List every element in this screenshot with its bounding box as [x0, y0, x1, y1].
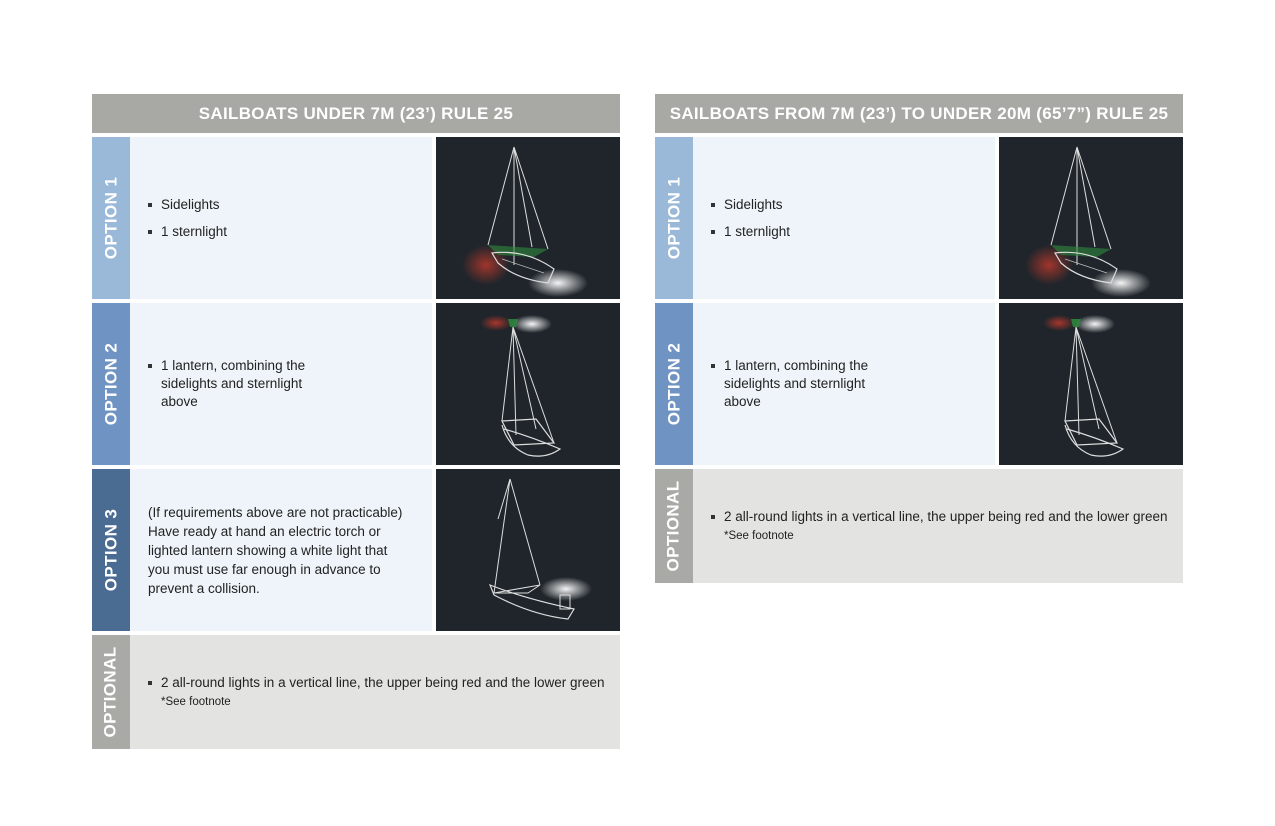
left-option-3-row: [92, 469, 620, 631]
optional-label-tab: [655, 469, 693, 583]
option-label: OPTION 1: [101, 176, 120, 260]
left-table: [92, 94, 620, 749]
optional-label-tab: [92, 635, 130, 749]
option-description: [693, 303, 995, 465]
sailboat-sidelights-image: [436, 137, 620, 299]
left-option-2-row: [92, 303, 620, 465]
right-optional-row: [655, 469, 1183, 583]
option-label: OPTION 2: [101, 342, 120, 426]
sailboat-masthead-lantern-image: [436, 303, 620, 465]
bullet-item: 1 lantern, combining the sidelights and sternlight above: [148, 357, 341, 411]
bullet-item: 1 sternlight: [711, 223, 790, 241]
option-label-tab: [92, 137, 130, 299]
optional-label: OPTIONAL: [101, 646, 120, 738]
right-table-title: SAILBOATS FROM 7M (23’) TO UNDER 20M (65’7”) RULE 25: [655, 94, 1183, 133]
option-label-tab: [92, 303, 130, 465]
bullet-item: 2 all-round lights in a vertical line, the upper being red and the lower green: [711, 508, 1168, 526]
option-label-tab: [92, 469, 130, 631]
sailboat-masthead-lantern-image: [999, 303, 1183, 465]
option-description: [130, 303, 432, 465]
option-description: [693, 137, 995, 299]
option-label: OPTION 3: [101, 508, 120, 592]
option-description: [130, 469, 432, 631]
option-paragraph: (If requirements above are not practicable) Have ready at hand an electric torch or lighted lantern showing a white light that you must use far enough in advance to prevent a collision.: [148, 504, 403, 596]
optional-description: [130, 635, 620, 749]
bullet-item: 1 lantern, combining the sidelights and sternlight above: [711, 357, 904, 411]
option-label: OPTION 1: [664, 176, 683, 260]
option-label-tab: [655, 303, 693, 465]
right-table: [655, 94, 1183, 583]
left-table-title: SAILBOATS UNDER 7M (23’) RULE 25: [92, 94, 620, 133]
left-optional-row: [92, 635, 620, 749]
left-option-1-row: [92, 137, 620, 299]
optional-description: [693, 469, 1183, 583]
footnote-text: *See footnote: [724, 530, 794, 542]
footnote-text: *See footnote: [161, 696, 231, 708]
right-option-1-row: [655, 137, 1183, 299]
option-label-tab: [655, 137, 693, 299]
bullet-item: Sidelights: [148, 196, 227, 214]
option-label: OPTION 2: [664, 342, 683, 426]
option-description: [130, 137, 432, 299]
bullet-item: Sidelights: [711, 196, 790, 214]
bullet-item: 1 sternlight: [148, 223, 227, 241]
sailboat-sidelights-image: [999, 137, 1183, 299]
sailboat-torch-image: [436, 469, 620, 631]
bullet-item: 2 all-round lights in a vertical line, the upper being red and the lower green: [148, 674, 605, 692]
right-option-2-row: [655, 303, 1183, 465]
optional-label: OPTIONAL: [664, 480, 683, 572]
